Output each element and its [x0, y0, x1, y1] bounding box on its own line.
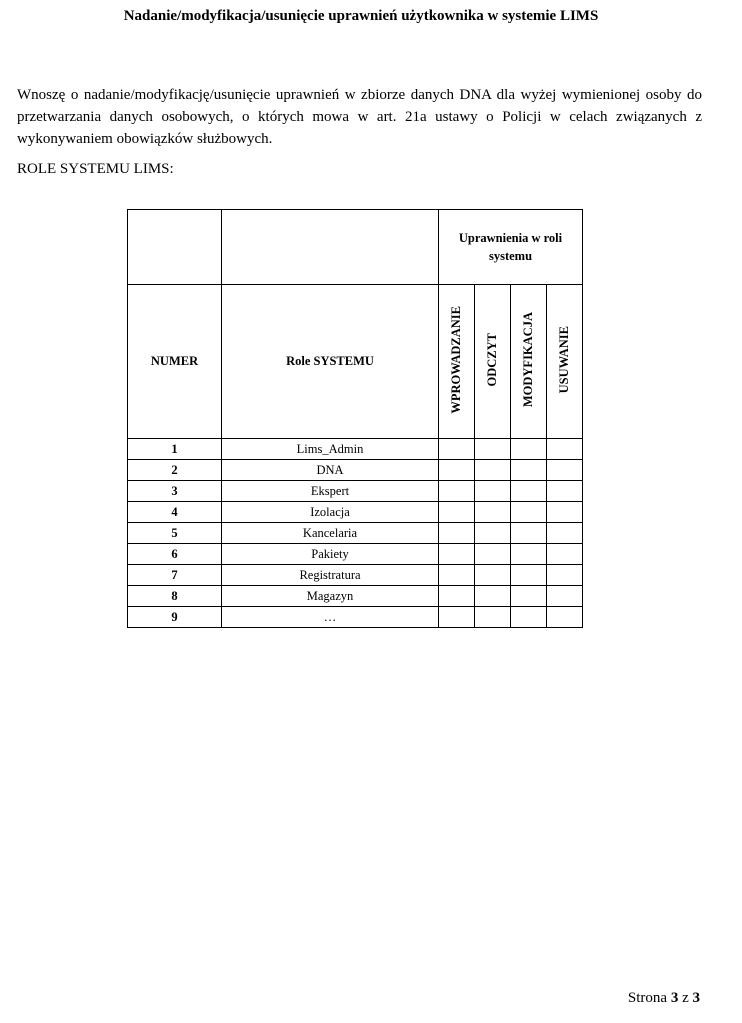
row-number: 1	[128, 439, 222, 460]
table-header-row-2	[128, 285, 583, 439]
row-role: Kancelaria	[222, 523, 439, 544]
permissions-group-header: Uprawnienia w roli systemu	[439, 210, 583, 285]
column-header-perm	[547, 285, 583, 439]
table-header-row-1	[128, 210, 583, 285]
row-role: Ekspert	[222, 481, 439, 502]
permission-cell[interactable]	[475, 460, 511, 481]
perm-label-read: ODCZYT	[485, 332, 499, 387]
permission-cell[interactable]	[439, 523, 475, 544]
permission-cell[interactable]	[547, 439, 583, 460]
row-role: …	[222, 607, 439, 628]
page-separator: z	[682, 990, 689, 1006]
permission-cell[interactable]	[439, 565, 475, 586]
permission-cell[interactable]	[475, 607, 511, 628]
permission-cell[interactable]	[511, 439, 547, 460]
row-role: DNA	[222, 460, 439, 481]
document-title: Nadanie/modyfikacja/usunięcie uprawnień użytkownika w systemie LIMS	[123, 8, 599, 24]
permission-cell[interactable]	[511, 502, 547, 523]
permission-cell[interactable]	[547, 565, 583, 586]
table-row	[128, 565, 583, 586]
permission-cell[interactable]	[439, 481, 475, 502]
total-pages: 3	[692, 990, 700, 1006]
permission-cell[interactable]	[475, 439, 511, 460]
column-header-perm	[475, 285, 511, 439]
perm-label-modify: MODYFIKACJA	[521, 311, 535, 408]
row-role: Lims_Admin	[222, 439, 439, 460]
permission-cell[interactable]	[547, 544, 583, 565]
table-row	[128, 586, 583, 607]
table-row	[128, 460, 583, 481]
page-number	[628, 990, 700, 1007]
permission-cell[interactable]	[547, 481, 583, 502]
perm-label-input: WPROWADZANIE	[449, 305, 463, 414]
page-label: Strona	[627, 990, 668, 1006]
row-number: 6	[128, 544, 222, 565]
permission-cell[interactable]	[475, 544, 511, 565]
column-header-role: Role SYSTEMU	[222, 285, 439, 439]
permission-cell[interactable]	[475, 523, 511, 544]
request-paragraph: Wnoszę o nadanie/modyfikację/usunięcie uprawnień w zbiorze danych DNA dla wyżej wymienionej osoby do przetwarzania danych osobowych, o których mowa w art. 21a ustawy o Policji w celach związanych z wykonywaniem obowiązków służbowych.	[17, 87, 702, 147]
roles-permissions-table	[127, 209, 583, 628]
permission-cell[interactable]	[511, 523, 547, 544]
permission-cell[interactable]	[547, 460, 583, 481]
permission-cell[interactable]	[547, 523, 583, 544]
permission-cell[interactable]	[439, 544, 475, 565]
row-number: 4	[128, 502, 222, 523]
column-header-perm	[511, 285, 547, 439]
table-row	[128, 439, 583, 460]
row-number: 5	[128, 523, 222, 544]
row-role: Registratura	[222, 565, 439, 586]
permission-cell[interactable]	[547, 607, 583, 628]
permission-cell[interactable]	[475, 481, 511, 502]
row-number: 7	[128, 565, 222, 586]
column-header-number: NUMER	[128, 285, 222, 439]
permission-cell[interactable]	[439, 460, 475, 481]
permission-cell[interactable]	[475, 502, 511, 523]
row-number: 9	[128, 607, 222, 628]
permission-cell[interactable]	[547, 502, 583, 523]
header-empty-cell	[222, 210, 439, 285]
column-header-perm	[439, 285, 475, 439]
permission-cell[interactable]	[439, 502, 475, 523]
permission-cell[interactable]	[511, 607, 547, 628]
table-row	[128, 523, 583, 544]
permission-cell[interactable]	[439, 607, 475, 628]
permission-cell[interactable]	[511, 586, 547, 607]
permission-cell[interactable]	[439, 586, 475, 607]
row-number: 8	[128, 586, 222, 607]
table-row	[128, 544, 583, 565]
permission-cell[interactable]	[475, 565, 511, 586]
row-role: Pakiety	[222, 544, 439, 565]
permission-cell[interactable]	[547, 586, 583, 607]
row-number: 3	[128, 481, 222, 502]
table-row	[128, 607, 583, 628]
header-empty-cell	[128, 210, 222, 285]
table-row	[128, 481, 583, 502]
permission-cell[interactable]	[511, 565, 547, 586]
table-row	[128, 502, 583, 523]
row-role: Izolacja	[222, 502, 439, 523]
row-role: Magazyn	[222, 586, 439, 607]
permission-cell[interactable]	[511, 481, 547, 502]
permission-cell[interactable]	[511, 544, 547, 565]
permission-cell[interactable]	[511, 460, 547, 481]
permission-cell[interactable]	[439, 439, 475, 460]
perm-label-delete: USUWANIE	[557, 325, 571, 394]
permission-cell[interactable]	[475, 586, 511, 607]
roles-heading: ROLE SYSTEMU LIMS:	[17, 161, 174, 177]
current-page: 3	[670, 990, 679, 1006]
row-number: 2	[128, 460, 222, 481]
